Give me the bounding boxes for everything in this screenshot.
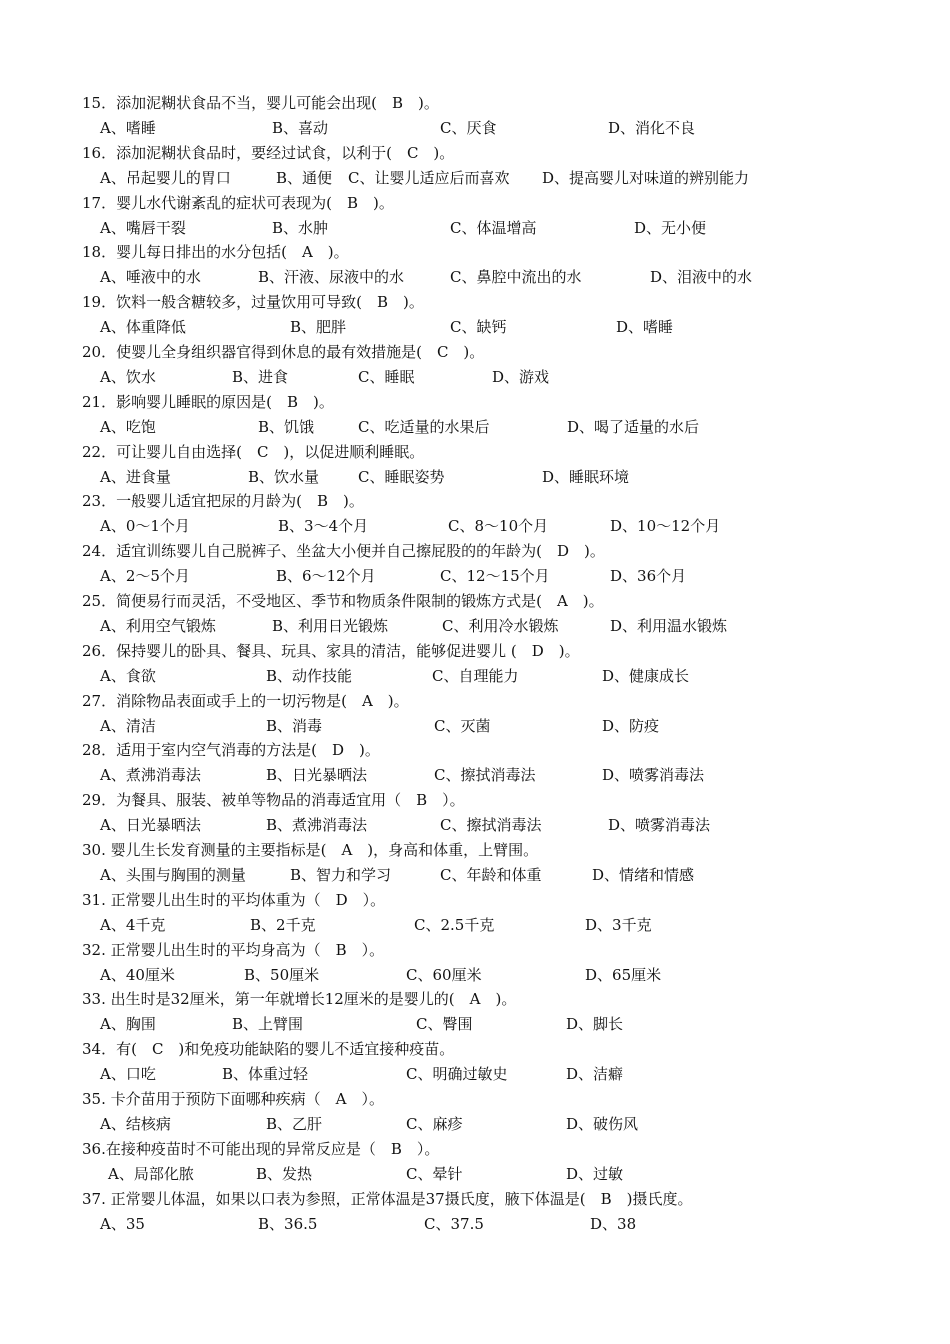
question-option: D、防疫 (602, 716, 660, 735)
question-option: D、破伤风 (566, 1114, 639, 1133)
question-option: A、4千克 (100, 915, 166, 934)
question-stem: 35. 卡介苗用于预防下面哪种疾病（ A ）。 (82, 1089, 384, 1108)
question-option: B、饮水量 (248, 467, 320, 486)
question-option: B、通便 (276, 168, 333, 187)
question-stem: 16．添加泥糊状食品时，要经过试食，以利于( C )。 (82, 143, 455, 162)
question-item (0, 337, 950, 387)
question-option: B、智力和学习 (290, 865, 392, 884)
question-option: A、嗜睡 (100, 119, 156, 137)
question-option: C、晕针 (406, 1164, 463, 1183)
question-option: C、麻疹 (406, 1114, 463, 1133)
question-item (0, 984, 950, 1034)
question-item (0, 188, 950, 238)
question-stem: 22．可让婴儿自由选择( C )，以促进顺利睡眠。 (82, 442, 425, 461)
question-option: D、游戏 (492, 367, 550, 386)
question-stem: 20．使婴儿全身组织器官得到休息的最有效措施是( C )。 (82, 342, 485, 361)
question-option: C、缺钙 (450, 318, 507, 337)
question-option: D、3千克 (585, 915, 652, 934)
question-stem: 24．适宜训练婴儿自己脱裤子、坐盆大小便并自己擦屁股的的年龄为( D )。 (82, 542, 605, 561)
question-option: A、体重降低 (100, 318, 186, 337)
question-option: A、头围与胸围的测量 (100, 865, 246, 884)
question-stem: 33. 出生时是32厘米，第一年就增长12厘米的是婴儿的( A )。 (82, 990, 517, 1009)
question-option: D、消化不良 (608, 119, 696, 137)
question-item (0, 785, 950, 835)
question-stem: 21．影响婴儿睡眠的原因是( B )。 (82, 392, 334, 411)
question-option: C、利用冷水锻炼 (442, 616, 559, 635)
question-option: D、38 (590, 1214, 637, 1233)
question-item (0, 88, 950, 138)
question-option: D、过敏 (566, 1164, 624, 1183)
question-stem: 32. 正常婴儿出生时的平均身高为（ B ）。 (82, 940, 385, 959)
question-stem: 17．婴儿水代谢紊乱的症状可表现为( B )。 (82, 193, 394, 212)
question-option: D、喷雾消毒法 (602, 766, 705, 785)
question-option: A、口吃 (100, 1065, 156, 1084)
question-option: B、汗液、尿液中的水 (258, 268, 405, 287)
question-option: B、进食 (232, 367, 289, 386)
question-option: C、厌食 (440, 119, 497, 137)
question-option: A、吊起婴儿的胃口 (100, 168, 231, 187)
question-option: D、36个月 (610, 567, 687, 586)
question-option: A、局部化脓 (108, 1164, 194, 1183)
question-option: C、擦拭消毒法 (440, 816, 542, 835)
question-option: C、自理能力 (432, 666, 519, 685)
question-option: D、嗜睡 (616, 318, 674, 337)
question-option: C、灭菌 (434, 716, 491, 735)
question-option: D、10～12个月 (610, 517, 721, 536)
question-option: B、发热 (256, 1164, 313, 1183)
question-option: B、36.5 (258, 1214, 318, 1233)
question-option: B、动作技能 (266, 666, 353, 685)
question-option: A、煮沸消毒法 (100, 766, 201, 785)
question-stem: 29．为餐具、服装、被单等物品的消毒适宜用（ B ）。 (82, 791, 465, 810)
question-option: C、睡眠姿势 (358, 467, 445, 486)
question-option: D、洁癖 (566, 1065, 624, 1084)
question-option: D、睡眠环境 (542, 467, 630, 486)
question-option: D、喝了适量的水后 (567, 417, 700, 436)
question-option: B、50厘米 (244, 965, 320, 984)
question-option: D、喷雾消毒法 (608, 816, 711, 835)
question-option: A、结核病 (100, 1114, 171, 1133)
question-item (0, 437, 950, 487)
question-option: C、明确过敏史 (406, 1065, 508, 1084)
question-item (0, 1184, 950, 1234)
question-item (0, 237, 950, 287)
question-stem: 23．一般婴儿适宜把尿的月龄为( B )。 (82, 492, 364, 511)
question-stem: 26．保持婴儿的卧具、餐具、玩具、家具的清洁，能够促进婴儿 ( D )。 (82, 641, 580, 660)
question-option: A、2～5个月 (100, 567, 190, 586)
question-item (0, 835, 950, 885)
question-stem: 30. 婴儿生长发育测量的主要指标是( A )，身高和体重，上臂围。 (82, 840, 539, 859)
question-item (0, 486, 950, 536)
question-stem: 37. 正常婴儿体温，如果以口表为参照，正常体温是37摄氏度，腋下体温是( B )摄氏度。 (82, 1189, 693, 1208)
question-option: A、吃饱 (100, 417, 156, 436)
question-option: A、进食量 (100, 467, 171, 486)
question-option: D、提高婴儿对味道的辨别能力 (542, 168, 750, 187)
question-item (0, 138, 950, 188)
question-option: A、胸围 (100, 1015, 156, 1034)
question-item (0, 636, 950, 686)
question-option: C、8～10个月 (448, 517, 549, 536)
question-stem: 27．消除物品表面或手上的一切污物是( A )。 (82, 691, 409, 710)
question-option: D、无小便 (634, 218, 707, 237)
question-option: B、水肿 (272, 218, 329, 237)
question-option: B、日光暴晒法 (266, 766, 368, 785)
question-stem: 15．添加泥糊状食品不当，婴儿可能会出现( B )。 (82, 94, 439, 112)
question-stem: 19．饮料一般含糖较多，过量饮用可导致( B )。 (82, 293, 424, 312)
question-option: B、利用日光锻炼 (272, 616, 389, 635)
question-option: B、乙肝 (266, 1114, 323, 1133)
question-stem: 31. 正常婴儿出生时的平均体重为（ D ）。 (82, 890, 386, 909)
question-option: A、35 (100, 1214, 145, 1233)
question-option: A、40厘米 (100, 965, 175, 984)
question-item (0, 287, 950, 337)
question-stem: 36.在接种疫苗时不可能出现的异常反应是（ B ）。 (82, 1139, 440, 1158)
question-option: C、37.5 (424, 1214, 484, 1233)
question-option: C、12～15个月 (440, 567, 550, 586)
question-item (0, 1084, 950, 1134)
question-option: B、煮沸消毒法 (266, 816, 368, 835)
question-option: C、年龄和体重 (440, 865, 542, 884)
question-option: B、体重过轻 (222, 1065, 309, 1084)
question-option: A、饮水 (100, 367, 156, 386)
question-stem: 28．适用于室内空气消毒的方法是( D )。 (82, 741, 380, 760)
question-option: A、日光暴晒法 (100, 816, 201, 835)
question-option: A、嘴唇干裂 (100, 218, 186, 237)
question-item (0, 586, 950, 636)
question-list (0, 88, 950, 1233)
question-option: A、利用空气锻炼 (100, 616, 216, 635)
question-stem: 25．简便易行而灵活，不受地区、季节和物质条件限制的锻炼方式是( A )。 (82, 591, 604, 610)
question-option: B、喜动 (272, 119, 329, 137)
question-option: A、0～1个月 (100, 517, 190, 536)
question-option: B、饥饿 (258, 417, 315, 436)
question-option: D、65厘米 (585, 965, 662, 984)
question-option: A、清洁 (100, 716, 156, 735)
question-item (0, 735, 950, 785)
question-option: C、吃适量的水果后 (358, 417, 490, 436)
question-option: B、上臂围 (232, 1015, 304, 1034)
question-item (0, 387, 950, 437)
question-option: A、食欲 (100, 666, 156, 685)
question-item (0, 885, 950, 935)
question-option: C、睡眠 (358, 367, 415, 386)
question-option: C、让婴儿适应后而喜欢 (348, 168, 510, 187)
question-option: C、2.5千克 (414, 915, 495, 934)
question-stem: 18．婴儿每日排出的水分包括( A )。 (82, 243, 349, 262)
question-option: B、2千克 (250, 915, 316, 934)
question-option: C、60厘米 (406, 965, 482, 984)
question-stem: 34．有( C )和免疫功能缺陷的婴儿不适宜接种疫苗。 (82, 1040, 455, 1059)
question-option: B、6～12个月 (276, 567, 376, 586)
question-option: A、唾液中的水 (100, 268, 201, 287)
question-option: D、利用温水锻炼 (610, 616, 728, 635)
question-item (0, 1134, 950, 1184)
question-item (0, 1034, 950, 1084)
question-option: C、体温增高 (450, 218, 537, 237)
question-option: D、情绪和情感 (592, 865, 695, 884)
question-option: D、脚长 (566, 1015, 624, 1034)
question-option: D、健康成长 (602, 666, 690, 685)
question-option: C、臀围 (416, 1015, 473, 1034)
question-option: B、肥胖 (290, 318, 347, 337)
question-item (0, 935, 950, 985)
question-item (0, 536, 950, 586)
question-option: C、擦拭消毒法 (434, 766, 536, 785)
question-item (0, 686, 950, 736)
question-option: D、泪液中的水 (650, 268, 753, 287)
question-option: C、鼻腔中流出的水 (450, 268, 582, 287)
question-option: B、3～4个月 (278, 517, 369, 536)
question-option: B、消毒 (266, 716, 323, 735)
